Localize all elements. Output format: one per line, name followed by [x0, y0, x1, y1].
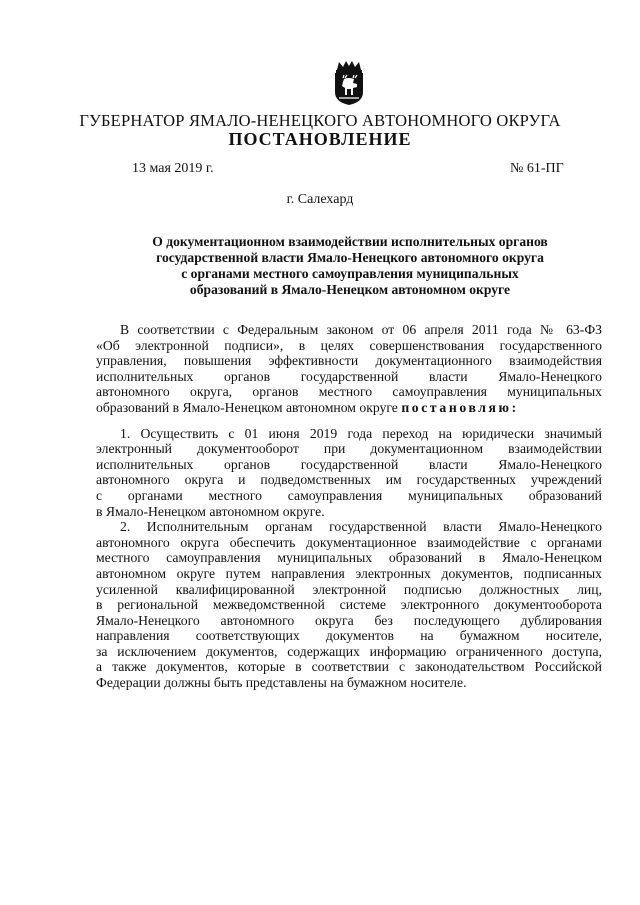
title-line: образований в Ямало-Ненецком автономном округе — [189, 282, 511, 297]
clause-1-line: с органами местного самоуправления муниципальных образований — [96, 487, 602, 503]
title-line: государственной власти Ямало-Ненецкого автономного округа — [156, 250, 544, 265]
clause-2-line: автономного округа обеспечить документационное взаимодействие с органами — [96, 534, 602, 550]
clause-1-line: электронный документооборот при документационном взаимодействии — [96, 441, 602, 457]
city: г. Салехард — [286, 192, 354, 207]
preamble-paragraph — [96, 322, 602, 416]
clause-2-line: в региональной межведомственной системе электронного документооборота — [96, 597, 602, 613]
document-type: ПОСТАНОВЛЕНИЕ — [228, 129, 412, 149]
preamble-line: «Об электронной подписи», в целях совершенствования государственного — [96, 337, 602, 353]
document-number: № 61-ПГ — [510, 161, 564, 176]
clause-2-line: усиленной квалифицированной электронной подписью должностных лиц, — [96, 581, 602, 597]
issuer-name: ГУБЕРНАТОР ЯМАЛО-НЕНЕЦКОГО АВТОНОМНОГО ОКРУГА — [79, 111, 561, 130]
clause-2-line: а также документов, которые в соответствии с законодательством Российской — [96, 659, 602, 675]
clause-2-line: Федерации должны быть представлены на бумажном носителе. — [96, 675, 467, 691]
coat-of-arms-icon — [331, 60, 367, 106]
clause-2-line: направления соответствующих документов на бумажном носителе, — [96, 628, 602, 644]
clause-2-line: Ямало-Ненецкого автономного округа без последующего дублирования — [96, 612, 602, 628]
clause-1-line: 1. Осуществить с 01 июня 2019 года переход на юридически значимый — [120, 425, 602, 441]
clause-2-paragraph — [96, 519, 602, 691]
clause-2-line: за исключением документов, содержащих информацию ограниченного доступа, — [96, 643, 602, 659]
preamble-line: автономного округа, органов местного самоуправления муниципальных — [96, 384, 602, 400]
clause-2-line: 2. Исполнительным органам государственной власти Ямало-Ненецкого — [120, 519, 602, 535]
clause-1-paragraph — [96, 426, 602, 520]
clause-1-line: автономного округа и подведомственных им государственных учреждений — [96, 472, 602, 488]
clause-2-line: местного самоуправления муниципальных образований в Ямало-Ненецком — [96, 550, 602, 566]
document-body — [96, 322, 602, 691]
clause-2-line: автономном округе путем направления электронных документов, подписанных — [96, 565, 602, 581]
preamble-line: исполнительных органов государственной власти Ямало-Ненецкого — [96, 368, 602, 384]
document-title — [120, 234, 580, 298]
title-line: с органами местного самоуправления муниципальных — [181, 266, 519, 281]
title-line: О документационном взаимодействии исполнительных органов — [152, 234, 548, 249]
decree-word: постановляю: — [401, 399, 519, 415]
clause-1-line: в Ямало-Ненецком автономном округе. — [96, 503, 325, 519]
preamble-line: В соответствии с Федеральным законом от 06 апреля 2011 года № 63-ФЗ — [120, 322, 602, 337]
preamble-line: управления, повышения эффективности документационного взаимодействия — [96, 353, 602, 369]
document-date: 13 мая 2019 г. — [132, 161, 214, 176]
preamble-last-line — [96, 400, 602, 416]
clause-1-line: исполнительных органов государственной власти Ямало-Ненецкого — [96, 456, 602, 472]
preamble-line: образований в Ямало-Ненецком автономном округе — [96, 399, 398, 415]
